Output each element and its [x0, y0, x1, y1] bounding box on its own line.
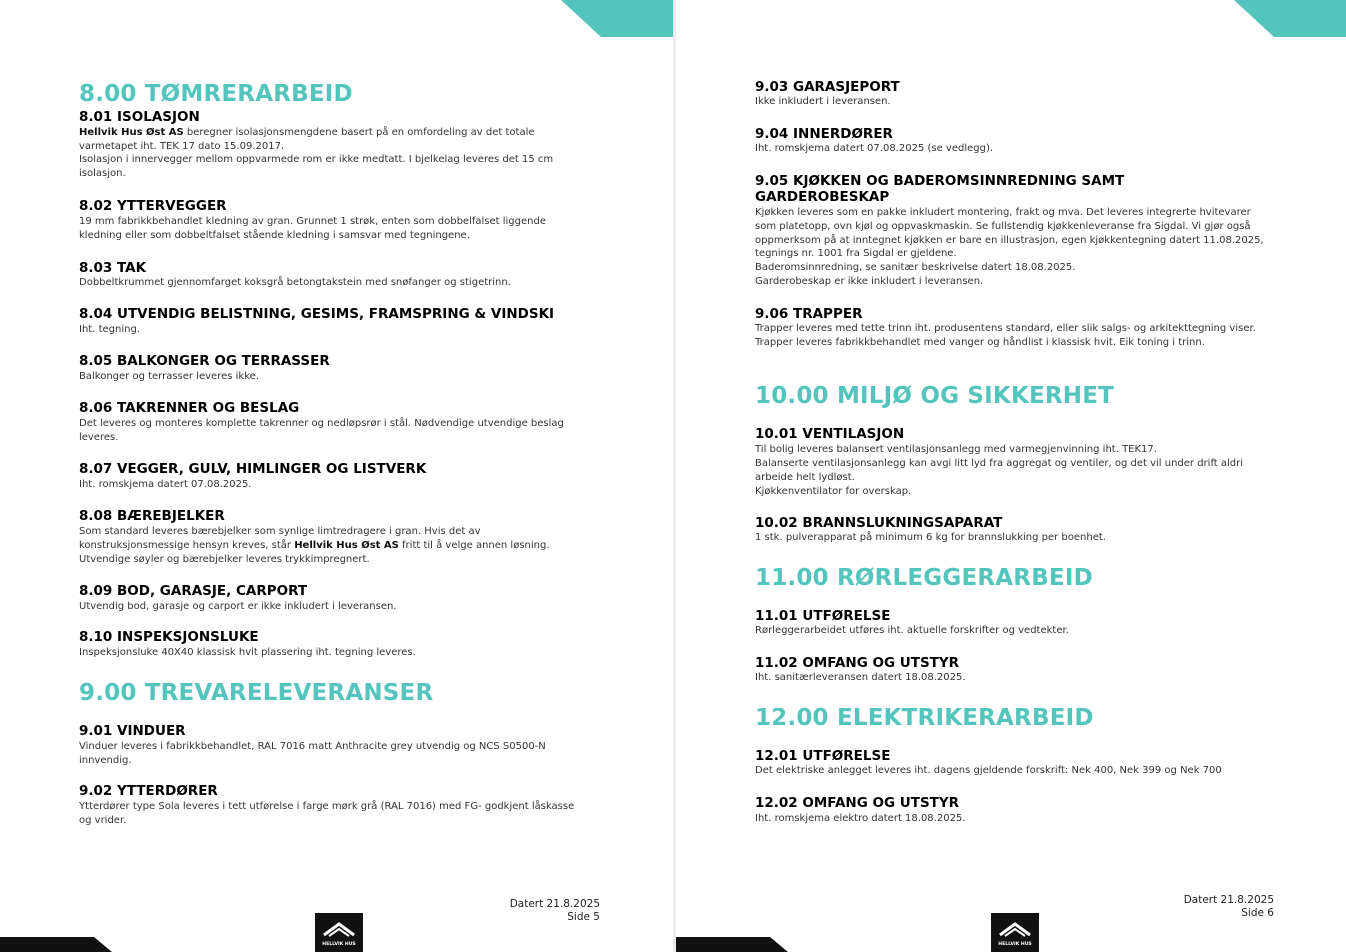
- subheading-8-06: 8.06 TAKRENNER OG BESLAG: [79, 400, 300, 416]
- svg-text:HELLVIK HUS: HELLVIK HUS: [998, 942, 1032, 947]
- section-heading-9: 9.00 TREVARELEVERANSER: [79, 680, 434, 706]
- corner-decoration-bottom: [676, 937, 788, 952]
- subheading-8-01: 8.01 ISOLASJON: [79, 109, 200, 125]
- subheading-12-01: 12.01 UTFØRELSE: [755, 748, 891, 764]
- subheading-10-02: 10.02 BRANNSLUKNINGSAPARAT: [755, 515, 1003, 531]
- text-10-02: 1 stk. pulverapparat på minimum 6 kg for brannslukking per boenhet.: [755, 532, 1106, 543]
- text-9-05-a: Kjøkken leveres som en pakke inkludert montering, frakt og mva. Det leveres integrerte hvitevarer som platetopp, ovn kjøl og oppvaskmaskin. Se fullstendig kjøkkenleveranse fra Sigdal. Vi gjør også oppmerksom på at inntegnet kjøkken er bare en illustrasjon, egen kjøkkentegning datert 11.08.2025, tegnings nr. 1001 fra Sigdal er gjeldene.: [755, 207, 1264, 260]
- text-10-01-b: Balanserte ventilasjonsanlegg kan avgi litt lyd fra aggregat og ventiler, og det vil under drift aldri arbeide helt lydløst.: [755, 458, 1244, 483]
- subheading-9-04: 9.04 INNERDØRER: [755, 126, 893, 142]
- text-12-02: Iht. romskjema elektro datert 18.08.2025.: [755, 813, 966, 824]
- svg-text:HELLVIK HUS: HELLVIK HUS: [322, 942, 356, 947]
- text-12-01: Det elektriske anlegget leveres iht. dagens gjeldende forskrift: Nek 400, Nek 399 og Nek 700: [755, 765, 1222, 776]
- text-8-10: Inspeksjonsluke 40X40 klassisk hvit plassering iht. tegning leveres.: [79, 647, 416, 658]
- text-8-01-a-rest: beregner isolasjonsmengdene basert på en omfordeling av det totale varmetapet iht. TEK 17 dato 15.09.2017.: [79, 127, 535, 152]
- subheading-8-10: 8.10 INSPEKSJONSLUKE: [79, 629, 259, 645]
- house-roof-icon: [315, 913, 363, 952]
- text-8-08-a-end: fritt til å velge annen løsning.: [398, 539, 550, 551]
- text-10-01-a: Til bolig leveres balansert ventilasjonsanlegg med varmegjenvinning iht. TEK17.: [755, 444, 1157, 455]
- footer-date: Datert 21.8.2025: [509, 898, 600, 910]
- text-9-01: Vinduer leveres i fabrikkbehandlet, RAL 7016 matt Anthracite grey utvendig og NCS S0500-N innvendig.: [79, 741, 546, 766]
- page-footer: [510, 898, 600, 924]
- footer-page-number: Side 5: [567, 911, 600, 923]
- text-11-01: Rørleggerarbeidet utføres iht. aktuelle forskrifter og vedtekter.: [755, 625, 1069, 636]
- text-8-01-b: Isolasjon i innervegger mellom oppvarmede rom er ikke medtatt. I bjelkelag leveres det 15 cm isolasjon.: [79, 154, 554, 179]
- subheading-11-02: 11.02 OMFANG OG UTSTYR: [755, 655, 960, 671]
- corner-decoration-bottom: [0, 937, 112, 952]
- company-name-2: Hellvik Hus Øst AS: [294, 539, 399, 551]
- text-9-05-c: Garderobeskap er ikke inkludert i leveransen.: [755, 276, 984, 287]
- subheading-9-01: 9.01 VINDUER: [79, 723, 186, 739]
- text-8-08-a-start: Som standard leveres bærebjelker som synlige limtredragere i gran. Hvis det av konstruksjonsmessige hensyn kreves, står: [79, 526, 481, 551]
- page-footer: [1184, 894, 1274, 920]
- text-9-03: Ikke inkludert i leveransen.: [755, 96, 891, 107]
- text-8-08-c: Utvendige søyler og bærebjelker leveres trykkimpregnert.: [79, 554, 370, 565]
- subheading-12-02: 12.02 OMFANG OG UTSTYR: [755, 795, 960, 811]
- subheading-10-01: 10.01 VENTILASJON: [755, 426, 905, 442]
- text-8-04: Iht. tegning.: [79, 324, 140, 335]
- text-8-09: Utvendig bod, garasje og carport er ikke inkludert i leveransen.: [79, 601, 397, 612]
- subheading-8-04: 8.04 UTVENDIG BELISTNING, GESIMS, FRAMSPRING & VINDSKI: [79, 306, 555, 322]
- text-8-03: Dobbeltkrummet gjennomfarget koksgrå betongtakstein med snøfanger og stigetrinn.: [79, 277, 511, 288]
- footer-date: Datert 21.8.2025: [1183, 894, 1274, 906]
- section-heading-12: 12.00 ELEKTRIKERARBEID: [755, 705, 1094, 731]
- section-heading-8: 8.00 TØMRERARBEID: [79, 81, 353, 107]
- footer-page-number: Side 6: [1241, 907, 1274, 919]
- subheading-8-03: 8.03 TAK: [79, 260, 147, 276]
- text-8-07: Iht. romskjema datert 07.08.2025.: [79, 479, 252, 490]
- subheading-8-05: 8.05 BALKONGER OG TERRASSER: [79, 353, 330, 369]
- text-8-06: Det leveres og monteres komplette takrenner og nedløpsrør i stål. Nødvendige utvendige beslag leveres.: [79, 418, 564, 443]
- hellvik-hus-logo: [315, 913, 363, 952]
- subheading-9-05: 9.05 KJØKKEN OG BADEROMSINNREDNING SAMT GARDEROBESKAP: [755, 173, 1125, 205]
- subheading-9-02: 9.02 YTTERDØRER: [79, 783, 218, 799]
- document-page-6: [676, 0, 1346, 952]
- subheading-8-02: 8.02 YTTERVEGGER: [79, 198, 227, 214]
- hellvik-hus-logo: [991, 913, 1039, 952]
- text-9-05-b: Baderomsinnredning, se sanitær beskrivelse datert 18.08.2025.: [755, 262, 1076, 273]
- text-11-02: Iht. sanitærleveransen datert 18.08.2025.: [755, 672, 966, 683]
- text-9-02: Ytterdører type Sola leveres i tett utførelse i farge mørk grå (RAL 7016) med FG- godkjent låskasse og vrider.: [79, 801, 575, 826]
- text-8-05: Balkonger og terrasser leveres ikke.: [79, 371, 259, 382]
- text-9-06: Trapper leveres med tette trinn iht. produsentens standard, eller slik salgs- og arkitekttegning viser. Trapper leveres fabrikkbehandlet med vanger og håndlist i klassisk hvit. Eik toning i trinn.: [755, 323, 1256, 348]
- subheading-9-03: 9.03 GARASJEPORT: [755, 79, 900, 95]
- subheading-9-06: 9.06 TRAPPER: [755, 306, 863, 322]
- subheading-8-07: 8.07 VEGGER, GULV, HIMLINGER OG LISTVERK: [79, 461, 427, 477]
- text-8-02: 19 mm fabrikkbehandlet kledning av gran. Grunnet 1 strøk, enten som dobbelfalset liggende kledning eller som dobbeltfalset stående kledning i samsvar med tegningene.: [79, 216, 546, 241]
- text-8-08-a: [79, 525, 584, 553]
- corner-decoration-top: [1234, 0, 1346, 37]
- subheading-8-08: 8.08 BÆREBJELKER: [79, 508, 225, 524]
- corner-decoration-top: [561, 0, 673, 37]
- text-8-01-a: [79, 126, 579, 154]
- subheading-8-09: 8.09 BOD, GARASJE, CARPORT: [79, 583, 308, 599]
- text-9-04: Iht. romskjema datert 07.08.2025 (se vedlegg).: [755, 143, 994, 154]
- section-heading-10: 10.00 MILJØ OG SIKKERHET: [755, 383, 1115, 409]
- house-roof-icon: [991, 913, 1039, 952]
- text-10-01-c: Kjøkkenventilator for overskap.: [755, 486, 912, 497]
- company-name: Hellvik Hus Øst AS: [79, 127, 184, 138]
- subheading-11-01: 11.01 UTFØRELSE: [755, 608, 891, 624]
- section-heading-11: 11.00 RØRLEGGERARBEID: [755, 565, 1093, 591]
